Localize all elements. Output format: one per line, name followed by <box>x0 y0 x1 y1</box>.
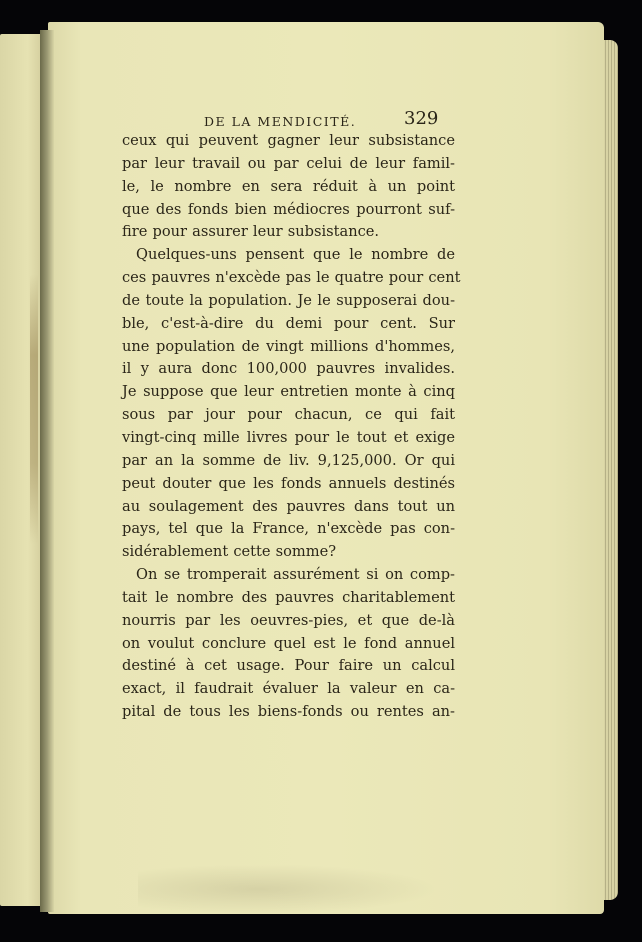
text-line: fire pour assurer leur subsistance. <box>122 223 380 241</box>
text-line: Je suppose que leur entretien monte à cinq <box>122 383 455 401</box>
text-line: Quelques-uns pensent que le nombre de <box>136 246 455 264</box>
body-text <box>122 130 461 724</box>
paragraph-3 <box>122 564 455 724</box>
text-line: pays, tel que la France, n'excède pas con- <box>122 520 455 538</box>
text-line: sidérablement cette somme? <box>122 543 337 561</box>
text-line: on voulut conclure quel est le fond annuel <box>122 634 455 652</box>
page-smudge <box>138 864 438 914</box>
text-line: destiné à cet usage. Pour faire un calcul <box>122 657 455 675</box>
text-line: il y aura donc 100,000 pauvres invalides. <box>122 360 455 378</box>
paragraph-1 <box>122 130 455 244</box>
text-line: vingt-cinq mille livres pour le tout et exige <box>122 428 455 446</box>
text-line: au soulagement des pauvres dans tout un <box>122 497 455 515</box>
page-stain <box>30 274 38 544</box>
book-gutter <box>40 30 54 912</box>
text-line: On se tromperait assurément si on comp- <box>136 566 455 584</box>
text-line: par leur travail ou par celui de leur famil- <box>122 154 455 172</box>
text-line: de toute la population. Je le supposerai dou- <box>122 291 455 309</box>
running-title: DE LA MENDICITÉ. <box>204 114 357 129</box>
text-line: peut douter que les fonds annuels destinés <box>122 474 455 492</box>
text-line: tait le nombre des pauvres charitablement <box>122 588 455 606</box>
text-line: ceux qui peuvent gagner leur subsistance <box>122 132 455 149</box>
text-line: par an la somme de liv. 9,125,000. Or qui <box>122 451 455 469</box>
text-line: une population de vingt millions d'hommes, <box>122 337 455 355</box>
paragraph-2 <box>122 244 461 564</box>
text-line: que des fonds bien médiocres pourront suf- <box>122 200 455 218</box>
text-line: ble, c'est-à-dire du demi pour cent. Sur <box>122 314 455 332</box>
text-line: exact, il faudrait évaluer la valeur en ca- <box>122 680 455 698</box>
text-line: le, le nombre en sera réduit à un point <box>122 177 455 195</box>
text-line: pital de tous les biens-fonds ou rentes an- <box>122 703 455 721</box>
text-line: nourris par les oeuvres-pies, et que de-là <box>122 611 455 629</box>
text-line: ces pauvres n'excède pas le quatre pour cent <box>122 269 461 287</box>
page-number: 329 <box>404 108 439 129</box>
text-line: sous par jour pour chacun, ce qui fait <box>122 406 455 424</box>
